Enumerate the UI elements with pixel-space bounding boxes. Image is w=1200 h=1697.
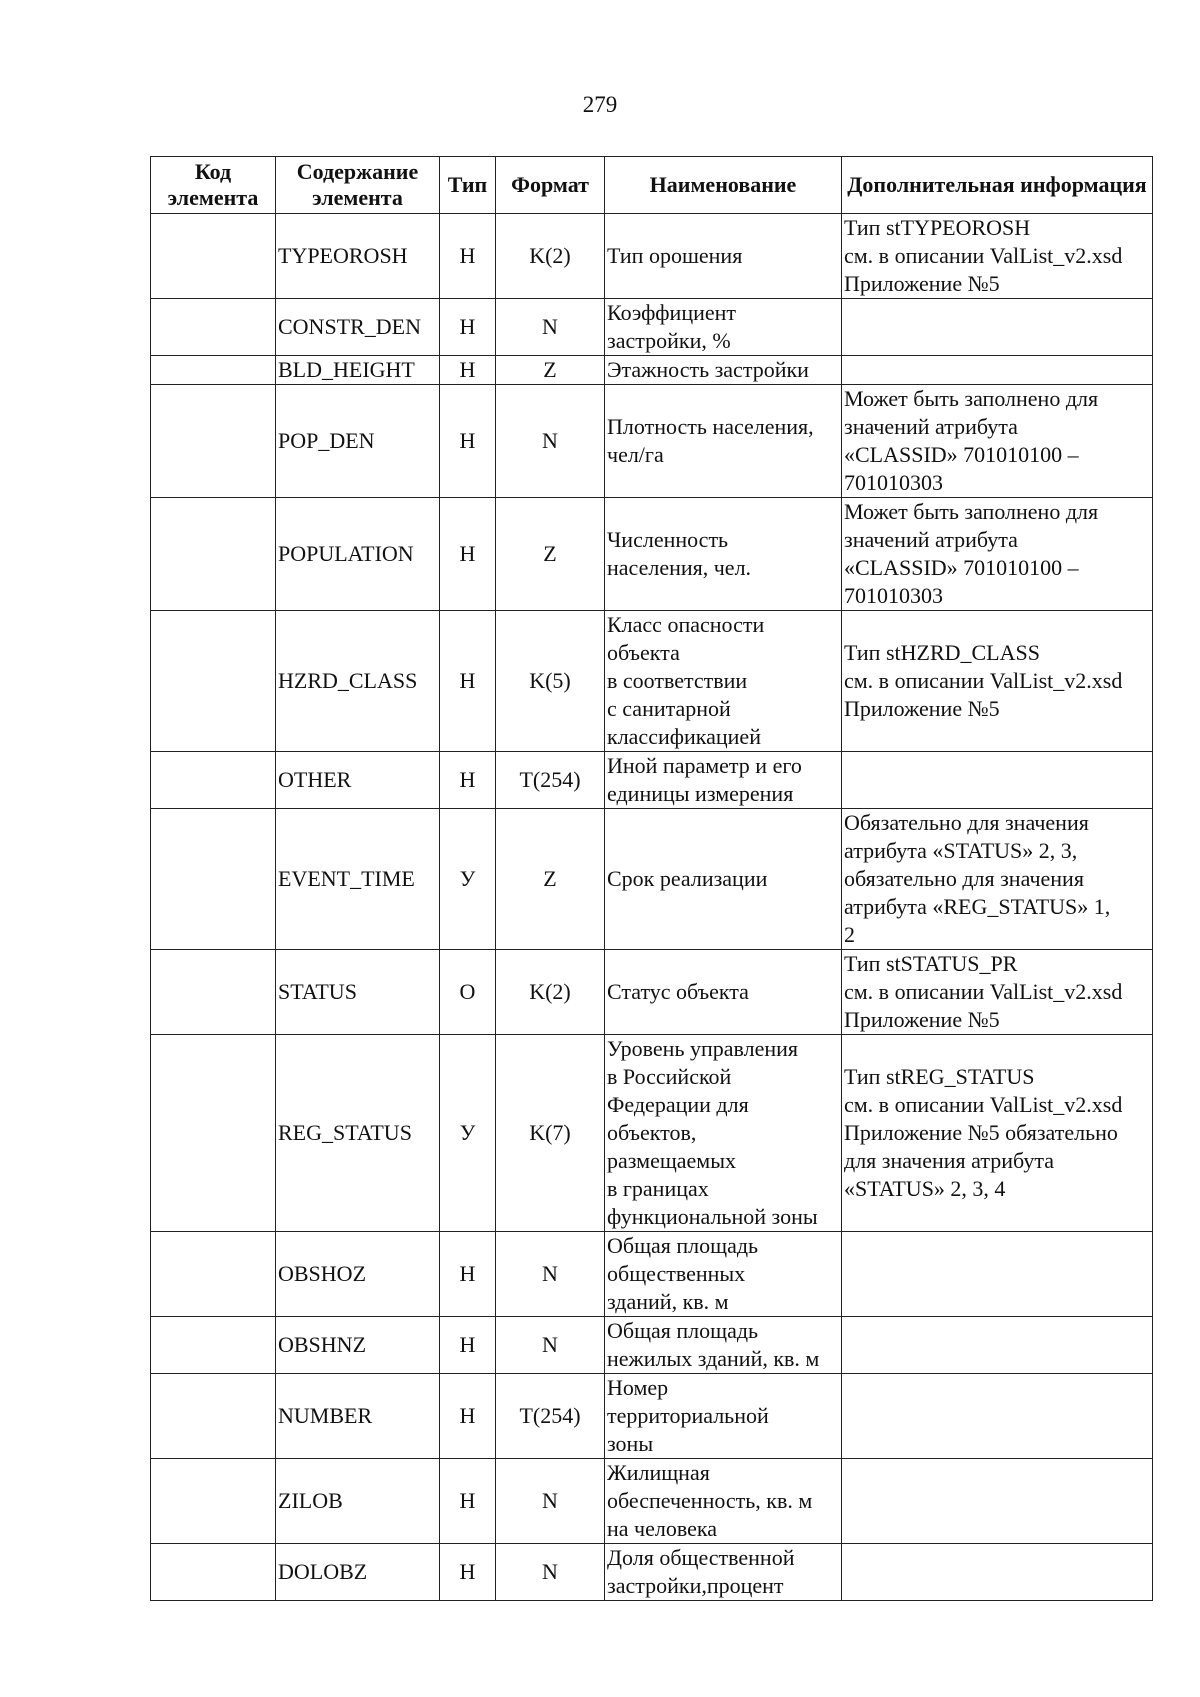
cell-format: N: [496, 299, 605, 356]
cell-info: [842, 1374, 1153, 1459]
cell-content: OBSHNZ: [276, 1317, 440, 1374]
cell-format: T(254): [496, 1374, 605, 1459]
cell-info: [842, 752, 1153, 809]
cell-info: [842, 1232, 1153, 1317]
cell-code: [151, 809, 276, 950]
cell-format: Z: [496, 356, 605, 385]
cell-format: K(7): [496, 1035, 605, 1232]
cell-info: [842, 356, 1153, 385]
page-number: 279: [582, 92, 618, 117]
cell-content: NUMBER: [276, 1374, 440, 1459]
cell-content: POP_DEN: [276, 385, 440, 498]
cell-code: [151, 1035, 276, 1232]
cell-type: Н: [440, 1374, 496, 1459]
cell-type: Н: [440, 214, 496, 299]
cell-code: [151, 214, 276, 299]
cell-code: [151, 1459, 276, 1544]
cell-info: [842, 1544, 1153, 1601]
cell-name: Статус объекта: [605, 950, 842, 1035]
cell-name: Этажность застройки: [605, 356, 842, 385]
header-info: Дополнительная информация: [842, 157, 1153, 214]
cell-name: Плотность населения, чел/га: [605, 385, 842, 498]
cell-name: Тип орошения: [605, 214, 842, 299]
cell-content: HZRD_CLASS: [276, 611, 440, 752]
cell-name: Иной параметр и его единицы измерения: [605, 752, 842, 809]
table-row: [151, 1544, 1153, 1601]
cell-code: [151, 950, 276, 1035]
cell-name: Номер территориальной зоны: [605, 1374, 842, 1459]
cell-code: [151, 1317, 276, 1374]
cell-code: [151, 611, 276, 752]
cell-type: Н: [440, 498, 496, 611]
cell-name: Жилищная обеспеченность, кв. м на человека: [605, 1459, 842, 1544]
cell-content: DOLOBZ: [276, 1544, 440, 1601]
cell-format: K(5): [496, 611, 605, 752]
cell-code: [151, 356, 276, 385]
table-row: [151, 611, 1153, 752]
cell-type: Н: [440, 1459, 496, 1544]
cell-type: Н: [440, 752, 496, 809]
cell-code: [151, 1544, 276, 1601]
cell-type: Н: [440, 1544, 496, 1601]
cell-format: N: [496, 1317, 605, 1374]
cell-code: [151, 299, 276, 356]
header-type: Тип: [440, 157, 496, 214]
cell-type: Н: [440, 1232, 496, 1317]
cell-format: K(2): [496, 214, 605, 299]
cell-content: OTHER: [276, 752, 440, 809]
cell-type: У: [440, 1035, 496, 1232]
table-row: [151, 1317, 1153, 1374]
cell-content: CONSTR_DEN: [276, 299, 440, 356]
cell-info: Тип stTYPEOROSH см. в описании ValList_v2.xsd Приложение №5: [842, 214, 1153, 299]
table-row: [151, 752, 1153, 809]
cell-name: Уровень управления в Российской Федерации для объектов, размещаемых в границах функциональной зоны: [605, 1035, 842, 1232]
header-content: Содержание элемента: [276, 157, 440, 214]
attribute-table: [150, 156, 1153, 1601]
cell-format: N: [496, 1544, 605, 1601]
cell-type: У: [440, 809, 496, 950]
cell-info: Может быть заполнено для значений атрибута «CLASSID» 701010100 – 701010303: [842, 498, 1153, 611]
header-name: Наименование: [605, 157, 842, 214]
cell-info: Может быть заполнено для значений атрибута «CLASSID» 701010100 – 701010303: [842, 385, 1153, 498]
table-row: [151, 214, 1153, 299]
cell-format: N: [496, 1232, 605, 1317]
cell-content: TYPEOROSH: [276, 214, 440, 299]
cell-info: [842, 299, 1153, 356]
cell-type: Н: [440, 611, 496, 752]
cell-name: Класс опасности объекта в соответствии с санитарной классификацией: [605, 611, 842, 752]
cell-content: POPULATION: [276, 498, 440, 611]
cell-type: Н: [440, 299, 496, 356]
table-row: [151, 498, 1153, 611]
cell-content: EVENT_TIME: [276, 809, 440, 950]
cell-name: Общая площадь общественных зданий, кв. м: [605, 1232, 842, 1317]
cell-code: [151, 498, 276, 611]
table-row: [151, 950, 1153, 1035]
cell-type: Н: [440, 1317, 496, 1374]
cell-info: [842, 1459, 1153, 1544]
header-code: Код элемента: [151, 157, 276, 214]
cell-format: K(2): [496, 950, 605, 1035]
cell-content: BLD_HEIGHT: [276, 356, 440, 385]
cell-format: Z: [496, 809, 605, 950]
cell-format: Z: [496, 498, 605, 611]
cell-content: OBSHOZ: [276, 1232, 440, 1317]
cell-content: REG_STATUS: [276, 1035, 440, 1232]
table-row: [151, 1035, 1153, 1232]
cell-format: N: [496, 385, 605, 498]
cell-content: ZILOB: [276, 1459, 440, 1544]
cell-code: [151, 385, 276, 498]
cell-name: Коэффициент застройки, %: [605, 299, 842, 356]
cell-type: Н: [440, 356, 496, 385]
cell-name: Общая площадь нежилых зданий, кв. м: [605, 1317, 842, 1374]
cell-name: Доля общественной застройки,процент: [605, 1544, 842, 1601]
cell-code: [151, 1374, 276, 1459]
cell-info: Тип stSTATUS_PR см. в описании ValList_v2.xsd Приложение №5: [842, 950, 1153, 1035]
table-row: [151, 1232, 1153, 1317]
table-row: [151, 809, 1153, 950]
cell-format: N: [496, 1459, 605, 1544]
table-row: [151, 1374, 1153, 1459]
cell-type: Н: [440, 385, 496, 498]
cell-info: Обязательно для значения атрибута «STATUS» 2, 3, обязательно для значения атрибута «REG_STATUS» 1, 2: [842, 809, 1153, 950]
table-row: [151, 385, 1153, 498]
cell-code: [151, 1232, 276, 1317]
header-format: Формат: [496, 157, 605, 214]
cell-info: Тип stREG_STATUS см. в описании ValList_v2.xsd Приложение №5 обязательно для значения атрибута «STATUS» 2, 3, 4: [842, 1035, 1153, 1232]
table-row: [151, 356, 1153, 385]
table-row: [151, 1459, 1153, 1544]
cell-name: Численность населения, чел.: [605, 498, 842, 611]
cell-info: [842, 1317, 1153, 1374]
cell-content: STATUS: [276, 950, 440, 1035]
cell-type: О: [440, 950, 496, 1035]
cell-code: [151, 752, 276, 809]
cell-format: T(254): [496, 752, 605, 809]
table-row: [151, 299, 1153, 356]
table-header-row: [151, 157, 1153, 214]
cell-name: Срок реализации: [605, 809, 842, 950]
cell-info: Тип stHZRD_CLASS см. в описании ValList_v2.xsd Приложение №5: [842, 611, 1153, 752]
